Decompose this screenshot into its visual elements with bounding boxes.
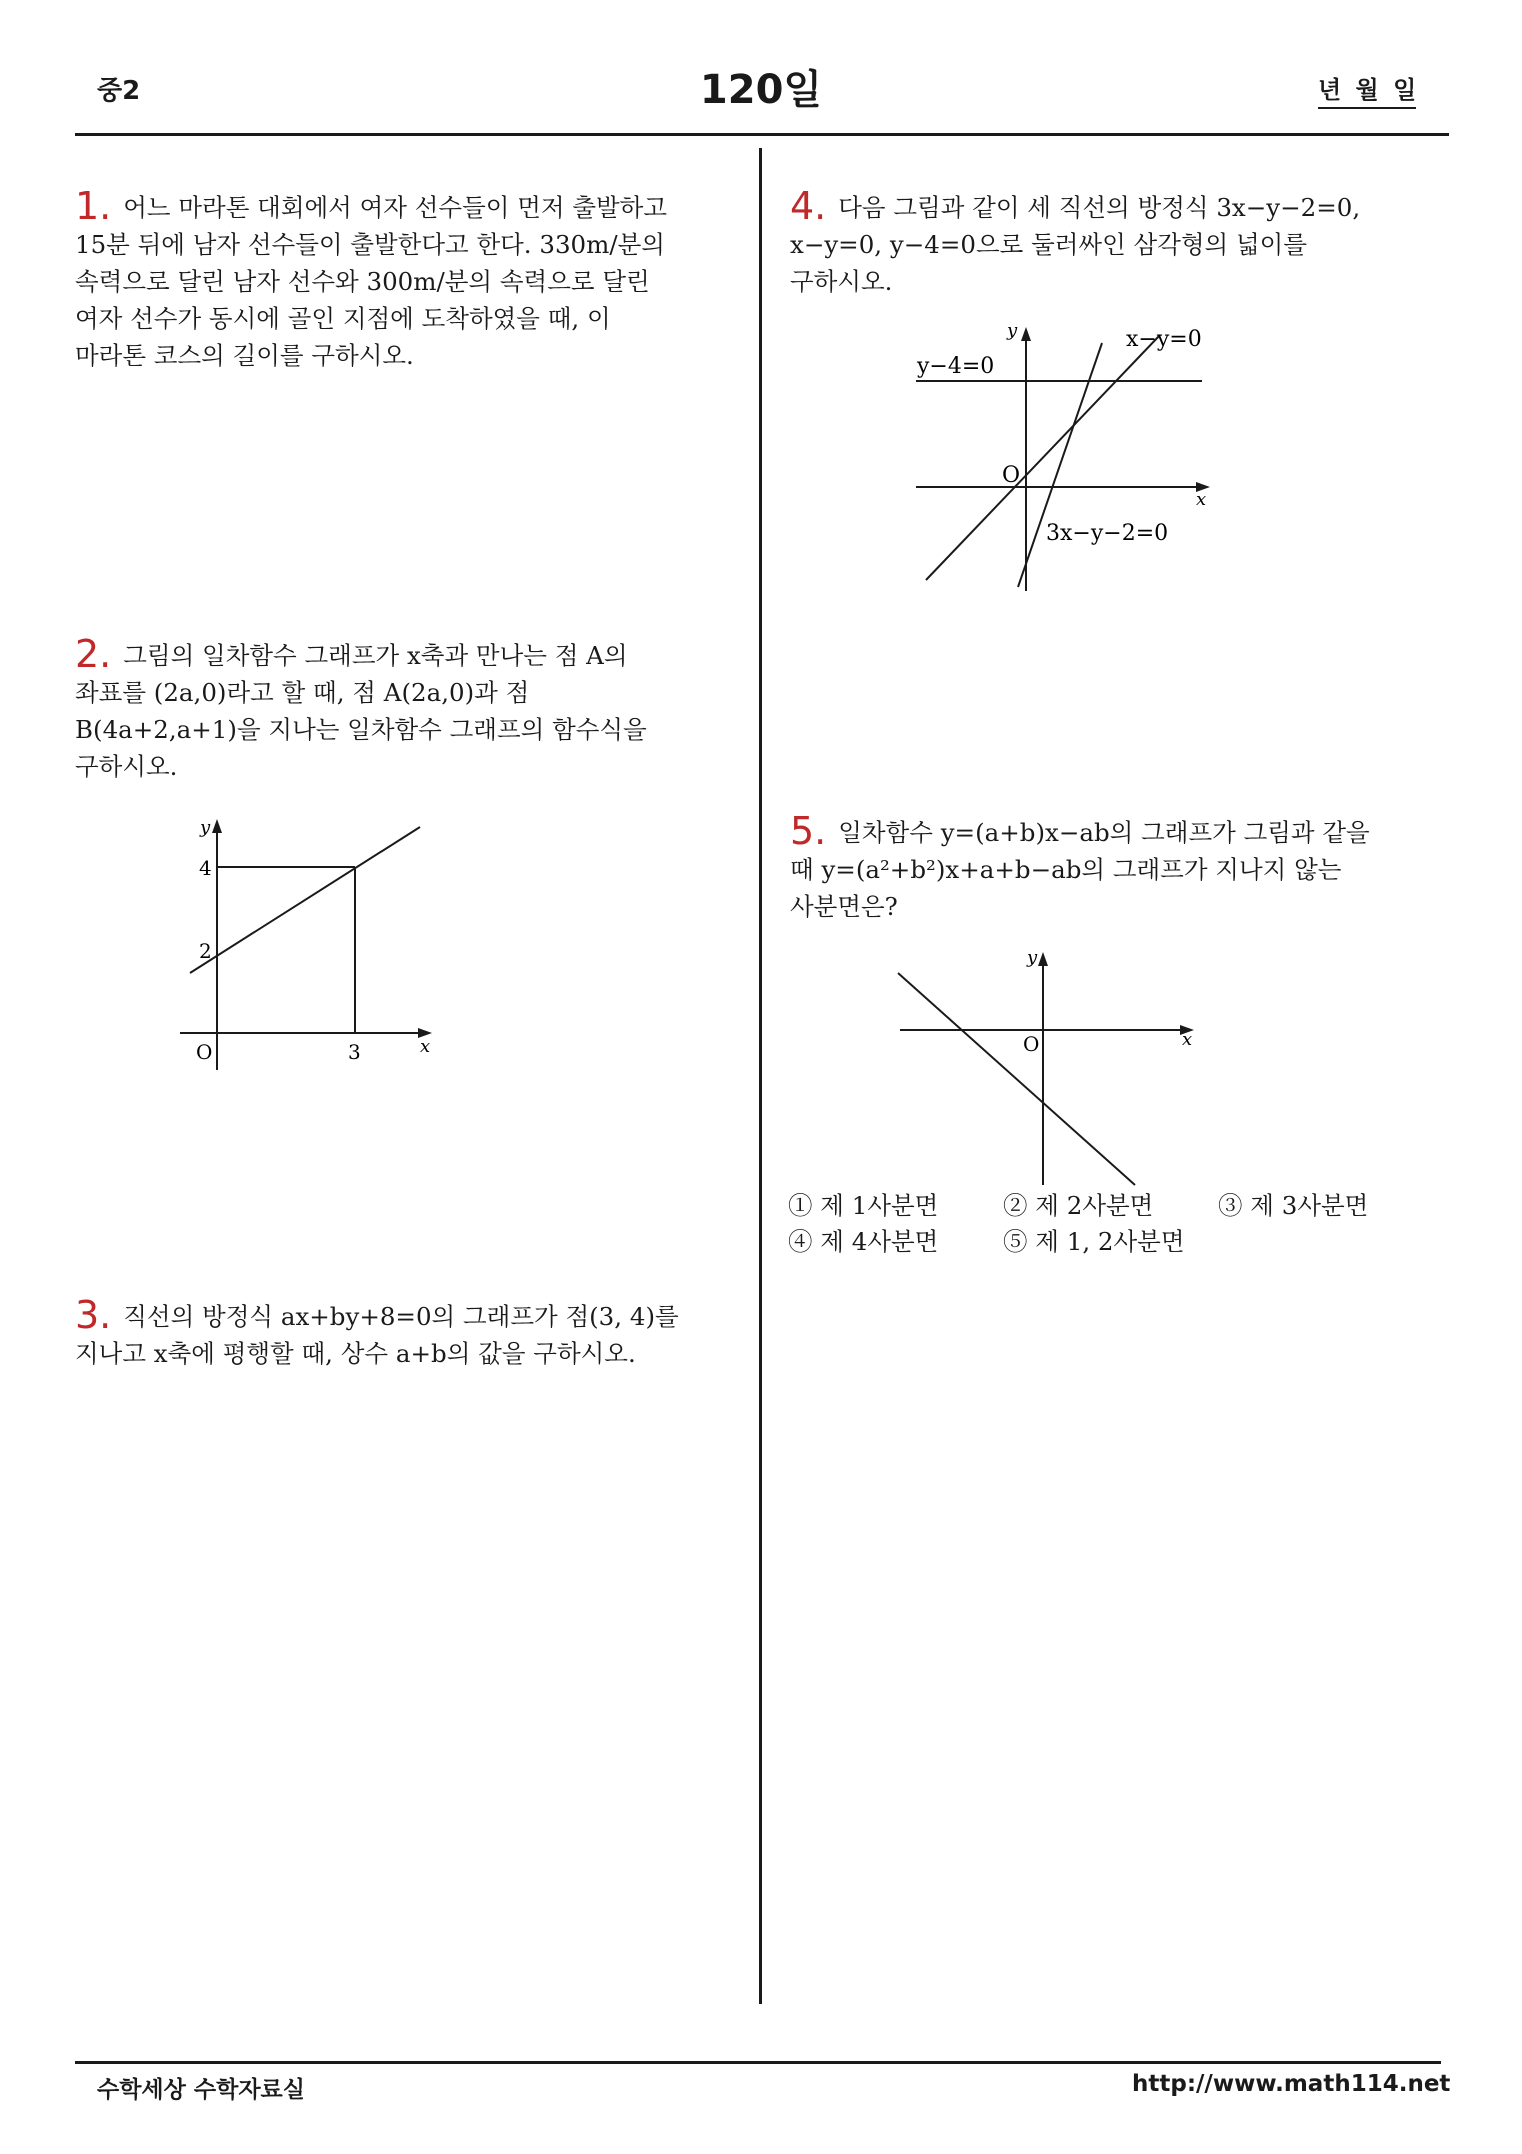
question-text-line: 사분면은? [790,892,898,921]
footer-rule [75,2061,1441,2064]
axis-label-x: x [420,1036,431,1057]
column-divider [759,148,762,2004]
question-2 [75,633,735,785]
question-text-line: 다음 그림과 같이 세 직선의 방정식 3x−y−2=0, [838,193,1361,222]
axis-label-x: x [1196,489,1207,510]
tick-label-3: 3 [348,1040,361,1064]
choice-3[interactable]: ③ 제 3사분면 [1218,1191,1369,1220]
question-text-line: 좌표를 (2a,0)라고 할 때, 점 A(2a,0)과 점 [75,678,530,707]
question-5-graph [890,940,1210,1190]
axis-label-y: y [1007,320,1018,341]
origin-label: O [196,1040,213,1064]
question-text-line: 속력으로 달린 남자 선수와 300m/분의 속력으로 달린 [75,267,650,296]
question-text-line: 지나고 x축에 평행할 때, 상수 a+b의 값을 구하시오. [75,1339,636,1368]
question-text-line: 그림의 일차함수 그래프가 x축과 만나는 점 A의 [123,641,628,670]
axis-label-x: x [1182,1029,1193,1050]
question-text-line: 어느 마라톤 대회에서 여자 선수들이 먼저 출발하고 [123,193,667,222]
question-text-line: x−y=0, y−4=0으로 둘러싸인 삼각형의 넓이를 [790,230,1307,259]
choice-4[interactable]: ④ 제 4사분면 [788,1227,939,1256]
question-number: 5. [790,809,827,853]
tick-label-2: 2 [199,939,212,963]
question-number: 3. [75,1293,112,1337]
question-2-graph [170,805,450,1075]
choice-2[interactable]: ② 제 2사분면 [1003,1191,1154,1220]
question-text-line: 여자 선수가 동시에 골인 지점에 도착하였을 때, 이 [75,304,611,333]
question-number: 2. [75,632,112,676]
question-5 [790,810,1450,925]
question-number: 4. [790,184,827,228]
function-line [190,827,420,973]
line-3x-minus-y-minus-2 [1018,343,1102,587]
question-text-line: 때 y=(a²+b²)x+a+b−ab의 그래프가 지나지 않는 [790,855,1342,884]
question-4-graph [910,315,1220,595]
y-axis-arrow [1021,327,1031,341]
question-text-line: 15분 뒤에 남자 선수들이 출발한다고 한다. 330m/분의 [75,230,665,259]
origin-label: O [1002,463,1021,488]
date-fields: 년 월 일 [1318,70,1416,109]
line-label: 3x−y−2=0 [1046,521,1169,546]
line-label: y−4=0 [917,354,995,379]
footer-site-name: 수학세상 수학자료실 [97,2077,305,2103]
line-label: x−y=0 [1126,327,1202,352]
header-rule [75,133,1449,136]
question-text-line: 구하시오. [75,752,178,781]
question-text-line: 구하시오. [790,267,893,296]
question-text-line: 일차함수 y=(a+b)x−ab의 그래프가 그림과 같을 [838,818,1370,847]
question-1 [75,185,735,374]
footer-url[interactable]: http://www.math114.net [1132,2071,1451,2097]
origin-label: O [1023,1032,1040,1056]
grade-label: 중2 [97,76,141,106]
question-text-line: B(4a+2,a+1)을 지나는 일차함수 그래프의 함수식을 [75,715,647,744]
tick-label-4: 4 [199,856,212,880]
question-number: 1. [75,184,112,228]
question-text-line: 마라톤 코스의 길이를 구하시오. [75,341,414,370]
y-axis-arrow [212,819,222,833]
question-text-line: 직선의 방정식 ax+by+8=0의 그래프가 점(3, 4)를 [123,1302,679,1331]
question-4 [790,185,1450,300]
y-axis-arrow [1038,952,1048,966]
axis-label-y: y [200,817,211,838]
choice-1[interactable]: ① 제 1사분면 [788,1191,939,1220]
choice-5[interactable]: ⑤ 제 1, 2사분면 [1003,1227,1185,1256]
question-3 [75,1294,735,1372]
function-line [898,973,1135,1185]
page-title: 120일 [699,67,823,113]
axis-label-y: y [1027,947,1038,968]
